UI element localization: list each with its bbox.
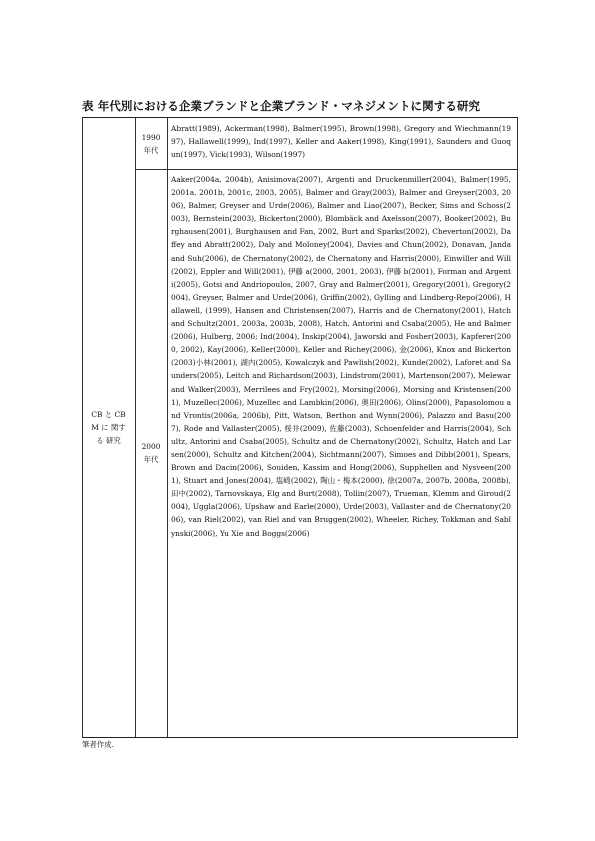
category-cell	[82, 118, 135, 737]
table-title: 表 年代別における企業ブランドと企業ブランド・マネジメントに関する研究	[82, 99, 481, 113]
row-divider	[135, 169, 518, 170]
references-2000s: Aaker(2004a, 2004b), Anisimova(2007), Argenti and Druckenmiller(2004), Balmer(1995, 2001a, 2001b, 2001c, 2003, 2005), Balmer and Gray(2003), Balmer and Greyser(2003, 2006), Balmer, Greyser and Urde(2006), Balmer and Liao(2007), Becker, Sims and Schoss(2003), Bernstein(2003), Bickerton(2000), Blombäck and Axelsson(2007), Booker(2002), Burghausen(2001), Burghausen and Fan, 2002, Burt and Sparks(2002), Cheverton(2002), Daffey and Abratt(2002), Daly and Moloney(2004), Davies and Chun(2002), Donavan, Janda and Suh(2006), de Chernatony(2002), de Chernatony and Harris(2000), Einwiller and Will(2002), Eppler and Will(2001), 伊藤 a(2000, 2001, 2003), 伊藤 b(2001), Forman and Argenti(2005), Gotsi and Andriopoulos, 2007, Gray and Balmer(2001), Gregory(2001), Gregory(2004), Greyser, Balmer and Urde(2006), Griffin(2002), Gylling and Lindberg-Repo(2006), Hallawell, (1999), Hansen and Christensen(2007), Harris and de Chernatony(2001), Hatch and Schultz(2001, 2003a, 2003b, 2008), Hatch, Antorini and Csaba(2005), He and Balmer(2006), Hulberg, 2006; Ind(2004), Inskip(2004), Jaworski and Fosher(2003), Kapferer(2000, 2002), Kay(2006), Keller(2000), Keller and Richey(2006), 金(2006), Knox and Bickerton(2003)小林(2001), 湖内(2005), Kowalczyk and Pawlish(2002), Kunde(2002), Laforet and Saunders(2005), Leitch and Richardson(2003), Lindstrom(2001), Martenson(2007), Melewar and Walker(2003), Merrilees and Fry(2002), Morsing(2006), Morsing and Kristensen(2001), Muzellec(2006), Muzellec and Lambkin(2006), 奥田(2006), Olins(2000), Papasolomou and Vrontis(2006a, 2006b), Pitt, Watson, Berthon and Wynn(2006), Palazzo and Basu(2007), Rode and Vallaster(2005), 桜井(2009), 佐藤(2003), Schoenfelder and Harris(2004), Schultz, Antorini and Csaba(2005), Schultz and de Chernatony(2002), Schultz, Hatch and Larsen(2000), Schultz and Kitchen(2004), Sichtmann(2007), Simoes and Dibb(2001), Spears, Brown and Dacin(2006), Souiden, Kassim and Hong(2006), Supphellen and Nysveen(2001), Stuart and Jones(2004), 塩崎(2002), 陶山・梅本(2000), 徐(2007a, 2007b, 2008a, 2008b), 田中(2002), Tarnovskaya, Elg and Burt(2008), Tollin(2007), Trueman, Klemm and Giroud(2004), Uggla(2006), Upshaw and Earle(2000), Urde(2003), Vallaster and de Chernatony(2006), van Riel(2002), van Riel and van Bruggen(2002), Wheeler, Richey, Tokkman and Sablynski(2006), Yu Xie and Boggs(2006)	[171, 175, 511, 538]
table-right-border	[517, 118, 518, 737]
category-label: CB と CBM に 関する 研究	[91, 410, 126, 445]
research-table	[82, 117, 518, 738]
period-label-2000s: 2000 年代	[141, 442, 161, 464]
source-note: 筆者作成.	[82, 740, 114, 749]
period-cell-2000s	[135, 169, 167, 737]
period-column-divider	[167, 118, 168, 737]
references-1990s: Abratt(1989), Ackerman(1998), Balmer(1995), Brown(1998), Gregory and Wiechmann(1997), Hallawell(1999), Ind(1997), Keller and Aaker(1998), King(1991), Saunders and Guoqun(1997), Vick(1993), Wilson(1997)	[171, 124, 511, 160]
period-cell-1990s	[135, 118, 167, 169]
period-label-1990s: 1990 年代	[141, 132, 161, 155]
